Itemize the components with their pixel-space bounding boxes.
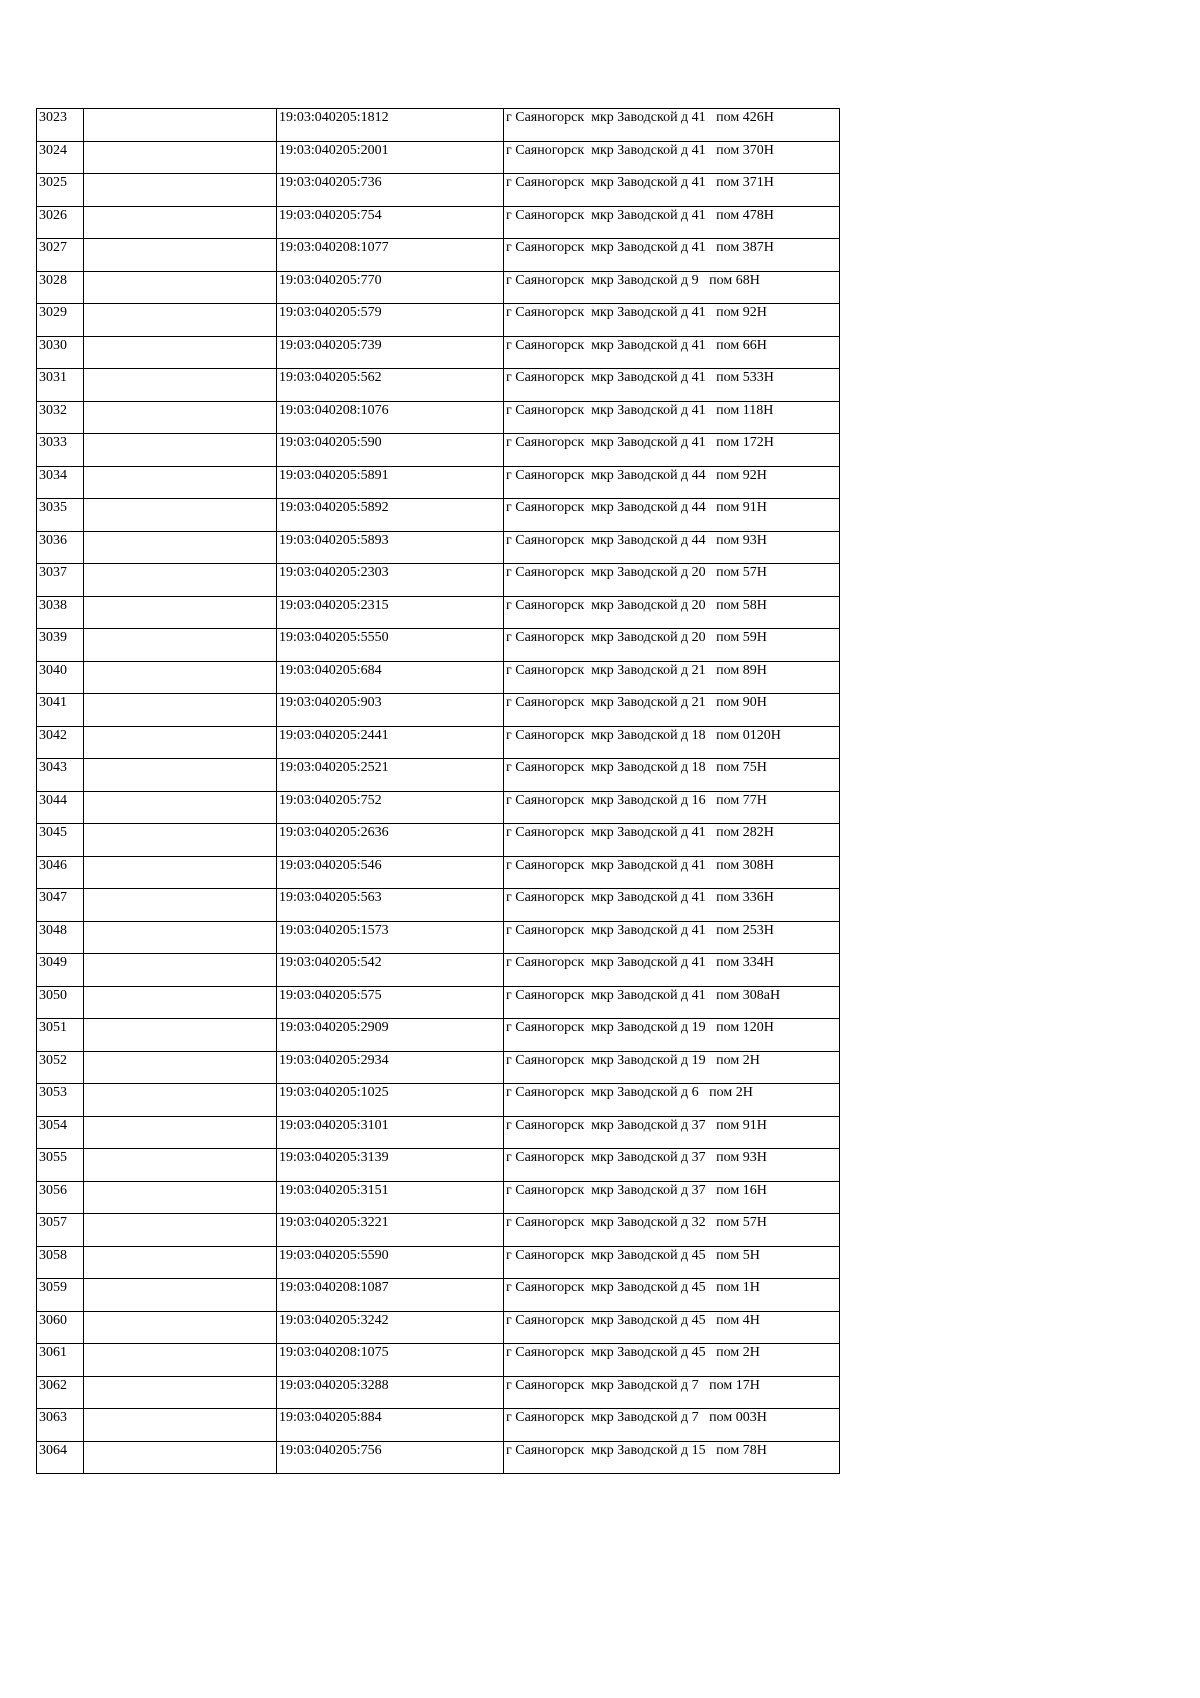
table-row: [37, 401, 840, 434]
table-row: [37, 1376, 840, 1409]
cadastral-number-cell: 19:03:040205:2303: [277, 564, 504, 597]
empty-cell: [84, 271, 277, 304]
address-cell: г Саяногорск мкр Заводской д 41 пом 371Н: [504, 174, 840, 207]
empty-cell: [84, 466, 277, 499]
property-registry-table: [36, 108, 840, 1474]
cadastral-number-cell: 19:03:040208:1076: [277, 401, 504, 434]
table-row: [37, 1116, 840, 1149]
address-cell: г Саяногорск мкр Заводской д 37 пом 91Н: [504, 1116, 840, 1149]
table-row: [37, 531, 840, 564]
cadastral-number-cell: 19:03:040205:739: [277, 336, 504, 369]
address-cell: г Саяногорск мкр Заводской д 19 пом 120Н: [504, 1019, 840, 1052]
table-row: [37, 369, 840, 402]
table-row: [37, 726, 840, 759]
row-number-cell: 3050: [37, 986, 84, 1019]
cadastral-number-cell: 19:03:040205:754: [277, 206, 504, 239]
empty-cell: [84, 1409, 277, 1442]
empty-cell: [84, 174, 277, 207]
empty-cell: [84, 1181, 277, 1214]
empty-cell: [84, 1441, 277, 1474]
address-cell: г Саяногорск мкр Заводской д 32 пом 57Н: [504, 1214, 840, 1247]
row-number-cell: 3056: [37, 1181, 84, 1214]
address-cell: г Саяногорск мкр Заводской д 44 пом 92Н: [504, 466, 840, 499]
cadastral-number-cell: 19:03:040205:736: [277, 174, 504, 207]
cadastral-number-cell: 19:03:040205:684: [277, 661, 504, 694]
address-cell: г Саяногорск мкр Заводской д 41 пом 533Н: [504, 369, 840, 402]
empty-cell: [84, 369, 277, 402]
row-number-cell: 3053: [37, 1084, 84, 1117]
cadastral-number-cell: 19:03:040205:5891: [277, 466, 504, 499]
empty-cell: [84, 1376, 277, 1409]
row-number-cell: 3064: [37, 1441, 84, 1474]
cadastral-number-cell: 19:03:040205:579: [277, 304, 504, 337]
cadastral-number-cell: 19:03:040205:5550: [277, 629, 504, 662]
table-row: [37, 986, 840, 1019]
row-number-cell: 3060: [37, 1311, 84, 1344]
empty-cell: [84, 1246, 277, 1279]
cadastral-number-cell: 19:03:040205:562: [277, 369, 504, 402]
cadastral-number-cell: 19:03:040208:1077: [277, 239, 504, 272]
address-cell: г Саяногорск мкр Заводской д 37 пом 93Н: [504, 1149, 840, 1182]
address-cell: г Саяногорск мкр Заводской д 15 пом 78Н: [504, 1441, 840, 1474]
row-number-cell: 3051: [37, 1019, 84, 1052]
address-cell: г Саяногорск мкр Заводской д 9 пом 68Н: [504, 271, 840, 304]
row-number-cell: 3052: [37, 1051, 84, 1084]
table-row: [37, 466, 840, 499]
empty-cell: [84, 889, 277, 922]
row-number-cell: 3048: [37, 921, 84, 954]
empty-cell: [84, 791, 277, 824]
table-row: [37, 1084, 840, 1117]
table-row: [37, 1311, 840, 1344]
address-cell: г Саяногорск мкр Заводской д 18 пом 75Н: [504, 759, 840, 792]
cadastral-number-cell: 19:03:040205:542: [277, 954, 504, 987]
address-cell: г Саяногорск мкр Заводской д 44 пом 93Н: [504, 531, 840, 564]
cadastral-number-cell: 19:03:040205:3151: [277, 1181, 504, 1214]
empty-cell: [84, 1116, 277, 1149]
empty-cell: [84, 921, 277, 954]
row-number-cell: 3031: [37, 369, 84, 402]
cadastral-number-cell: 19:03:040205:575: [277, 986, 504, 1019]
address-cell: г Саяногорск мкр Заводской д 6 пом 2Н: [504, 1084, 840, 1117]
table-row: [37, 271, 840, 304]
empty-cell: [84, 401, 277, 434]
table-row: [37, 141, 840, 174]
table-row: [37, 921, 840, 954]
table-row: [37, 824, 840, 857]
cadastral-number-cell: 19:03:040205:2521: [277, 759, 504, 792]
table-row: [37, 564, 840, 597]
empty-cell: [84, 694, 277, 727]
table-row: [37, 1279, 840, 1312]
row-number-cell: 3054: [37, 1116, 84, 1149]
empty-cell: [84, 531, 277, 564]
table-row: [37, 336, 840, 369]
cadastral-number-cell: 19:03:040205:756: [277, 1441, 504, 1474]
table-row: [37, 954, 840, 987]
table-row: [37, 759, 840, 792]
table-row: [37, 1409, 840, 1442]
row-number-cell: 3040: [37, 661, 84, 694]
cadastral-number-cell: 19:03:040205:884: [277, 1409, 504, 1442]
address-cell: г Саяногорск мкр Заводской д 41 пом 426Н: [504, 109, 840, 142]
address-cell: г Саяногорск мкр Заводской д 41 пом 118Н: [504, 401, 840, 434]
empty-cell: [84, 1279, 277, 1312]
empty-cell: [84, 661, 277, 694]
cadastral-number-cell: 19:03:040205:546: [277, 856, 504, 889]
row-number-cell: 3059: [37, 1279, 84, 1312]
cadastral-number-cell: 19:03:040205:1025: [277, 1084, 504, 1117]
table-row: [37, 304, 840, 337]
row-number-cell: 3041: [37, 694, 84, 727]
cadastral-number-cell: 19:03:040205:2636: [277, 824, 504, 857]
empty-cell: [84, 986, 277, 1019]
address-cell: г Саяногорск мкр Заводской д 18 пом 0120Н: [504, 726, 840, 759]
empty-cell: [84, 856, 277, 889]
empty-cell: [84, 1051, 277, 1084]
empty-cell: [84, 304, 277, 337]
empty-cell: [84, 954, 277, 987]
empty-cell: [84, 1149, 277, 1182]
cadastral-number-cell: 19:03:040208:1087: [277, 1279, 504, 1312]
empty-cell: [84, 239, 277, 272]
table-row: [37, 1214, 840, 1247]
empty-cell: [84, 629, 277, 662]
cadastral-number-cell: 19:03:040205:5892: [277, 499, 504, 532]
cadastral-number-cell: 19:03:040205:2934: [277, 1051, 504, 1084]
row-number-cell: 3058: [37, 1246, 84, 1279]
cadastral-number-cell: 19:03:040205:1812: [277, 109, 504, 142]
empty-cell: [84, 336, 277, 369]
empty-cell: [84, 1214, 277, 1247]
empty-cell: [84, 1311, 277, 1344]
row-number-cell: 3024: [37, 141, 84, 174]
row-number-cell: 3029: [37, 304, 84, 337]
table-row: [37, 661, 840, 694]
address-cell: г Саяногорск мкр Заводской д 41 пом 336Н: [504, 889, 840, 922]
address-cell: г Саяногорск мкр Заводской д 16 пом 77Н: [504, 791, 840, 824]
table-row: [37, 856, 840, 889]
row-number-cell: 3043: [37, 759, 84, 792]
address-cell: г Саяногорск мкр Заводской д 21 пом 89Н: [504, 661, 840, 694]
row-number-cell: 3049: [37, 954, 84, 987]
row-number-cell: 3046: [37, 856, 84, 889]
row-number-cell: 3061: [37, 1344, 84, 1377]
empty-cell: [84, 499, 277, 532]
row-number-cell: 3026: [37, 206, 84, 239]
cadastral-number-cell: 19:03:040205:770: [277, 271, 504, 304]
row-number-cell: 3027: [37, 239, 84, 272]
empty-cell: [84, 1019, 277, 1052]
row-number-cell: 3039: [37, 629, 84, 662]
address-cell: г Саяногорск мкр Заводской д 41 пом 308Н: [504, 856, 840, 889]
cadastral-number-cell: 19:03:040205:2001: [277, 141, 504, 174]
row-number-cell: 3042: [37, 726, 84, 759]
row-number-cell: 3035: [37, 499, 84, 532]
row-number-cell: 3030: [37, 336, 84, 369]
table-row: [37, 791, 840, 824]
address-cell: г Саяногорск мкр Заводской д 37 пом 16Н: [504, 1181, 840, 1214]
empty-cell: [84, 596, 277, 629]
table-row: [37, 174, 840, 207]
cadastral-number-cell: 19:03:040208:1075: [277, 1344, 504, 1377]
empty-cell: [84, 109, 277, 142]
empty-cell: [84, 1344, 277, 1377]
address-cell: г Саяногорск мкр Заводской д 45 пом 4Н: [504, 1311, 840, 1344]
empty-cell: [84, 564, 277, 597]
table-row: [37, 1149, 840, 1182]
address-cell: г Саяногорск мкр Заводской д 41 пом 387Н: [504, 239, 840, 272]
address-cell: г Саяногорск мкр Заводской д 41 пом 308аН: [504, 986, 840, 1019]
table-row: [37, 694, 840, 727]
cadastral-number-cell: 19:03:040205:5590: [277, 1246, 504, 1279]
table-row: [37, 499, 840, 532]
address-cell: г Саяногорск мкр Заводской д 20 пом 57Н: [504, 564, 840, 597]
cadastral-number-cell: 19:03:040205:2441: [277, 726, 504, 759]
table-row: [37, 206, 840, 239]
address-cell: г Саяногорск мкр Заводской д 21 пом 90Н: [504, 694, 840, 727]
cadastral-number-cell: 19:03:040205:3288: [277, 1376, 504, 1409]
table-row: [37, 596, 840, 629]
cadastral-number-cell: 19:03:040205:590: [277, 434, 504, 467]
cadastral-number-cell: 19:03:040205:3139: [277, 1149, 504, 1182]
row-number-cell: 3062: [37, 1376, 84, 1409]
cadastral-number-cell: 19:03:040205:3221: [277, 1214, 504, 1247]
address-cell: г Саяногорск мкр Заводской д 41 пом 282Н: [504, 824, 840, 857]
address-cell: г Саяногорск мкр Заводской д 41 пом 92Н: [504, 304, 840, 337]
cadastral-number-cell: 19:03:040205:2315: [277, 596, 504, 629]
row-number-cell: 3045: [37, 824, 84, 857]
address-cell: г Саяногорск мкр Заводской д 45 пом 2Н: [504, 1344, 840, 1377]
cadastral-number-cell: 19:03:040205:903: [277, 694, 504, 727]
address-cell: г Саяногорск мкр Заводской д 41 пом 334Н: [504, 954, 840, 987]
address-cell: г Саяногорск мкр Заводской д 7 пом 003Н: [504, 1409, 840, 1442]
address-cell: г Саяногорск мкр Заводской д 41 пом 66Н: [504, 336, 840, 369]
row-number-cell: 3044: [37, 791, 84, 824]
address-cell: г Саяногорск мкр Заводской д 20 пом 59Н: [504, 629, 840, 662]
row-number-cell: 3057: [37, 1214, 84, 1247]
cadastral-number-cell: 19:03:040205:3101: [277, 1116, 504, 1149]
row-number-cell: 3036: [37, 531, 84, 564]
row-number-cell: 3037: [37, 564, 84, 597]
cadastral-number-cell: 19:03:040205:3242: [277, 1311, 504, 1344]
table-row: [37, 109, 840, 142]
row-number-cell: 3034: [37, 466, 84, 499]
empty-cell: [84, 206, 277, 239]
address-cell: г Саяногорск мкр Заводской д 45 пом 5Н: [504, 1246, 840, 1279]
table-row: [37, 434, 840, 467]
registry-table-body: [37, 109, 840, 1474]
address-cell: г Саяногорск мкр Заводской д 20 пом 58Н: [504, 596, 840, 629]
cadastral-number-cell: 19:03:040205:1573: [277, 921, 504, 954]
empty-cell: [84, 726, 277, 759]
empty-cell: [84, 824, 277, 857]
address-cell: г Саяногорск мкр Заводской д 45 пом 1Н: [504, 1279, 840, 1312]
row-number-cell: 3032: [37, 401, 84, 434]
cadastral-number-cell: 19:03:040205:752: [277, 791, 504, 824]
row-number-cell: 3038: [37, 596, 84, 629]
table-row: [37, 629, 840, 662]
row-number-cell: 3028: [37, 271, 84, 304]
row-number-cell: 3047: [37, 889, 84, 922]
table-row: [37, 1441, 840, 1474]
row-number-cell: 3055: [37, 1149, 84, 1182]
empty-cell: [84, 434, 277, 467]
row-number-cell: 3025: [37, 174, 84, 207]
empty-cell: [84, 141, 277, 174]
empty-cell: [84, 1084, 277, 1117]
empty-cell: [84, 759, 277, 792]
cadastral-number-cell: 19:03:040205:563: [277, 889, 504, 922]
address-cell: г Саяногорск мкр Заводской д 19 пом 2Н: [504, 1051, 840, 1084]
address-cell: г Саяногорск мкр Заводской д 7 пом 17Н: [504, 1376, 840, 1409]
table-row: [37, 1344, 840, 1377]
table-row: [37, 889, 840, 922]
table-row: [37, 1181, 840, 1214]
row-number-cell: 3023: [37, 109, 84, 142]
address-cell: г Саяногорск мкр Заводской д 44 пом 91Н: [504, 499, 840, 532]
table-row: [37, 239, 840, 272]
address-cell: г Саяногорск мкр Заводской д 41 пом 253Н: [504, 921, 840, 954]
address-cell: г Саяногорск мкр Заводской д 41 пом 370Н: [504, 141, 840, 174]
cadastral-number-cell: 19:03:040205:2909: [277, 1019, 504, 1052]
address-cell: г Саяногорск мкр Заводской д 41 пом 478Н: [504, 206, 840, 239]
table-row: [37, 1019, 840, 1052]
table-row: [37, 1051, 840, 1084]
cadastral-number-cell: 19:03:040205:5893: [277, 531, 504, 564]
table-row: [37, 1246, 840, 1279]
row-number-cell: 3063: [37, 1409, 84, 1442]
row-number-cell: 3033: [37, 434, 84, 467]
address-cell: г Саяногорск мкр Заводской д 41 пом 172Н: [504, 434, 840, 467]
